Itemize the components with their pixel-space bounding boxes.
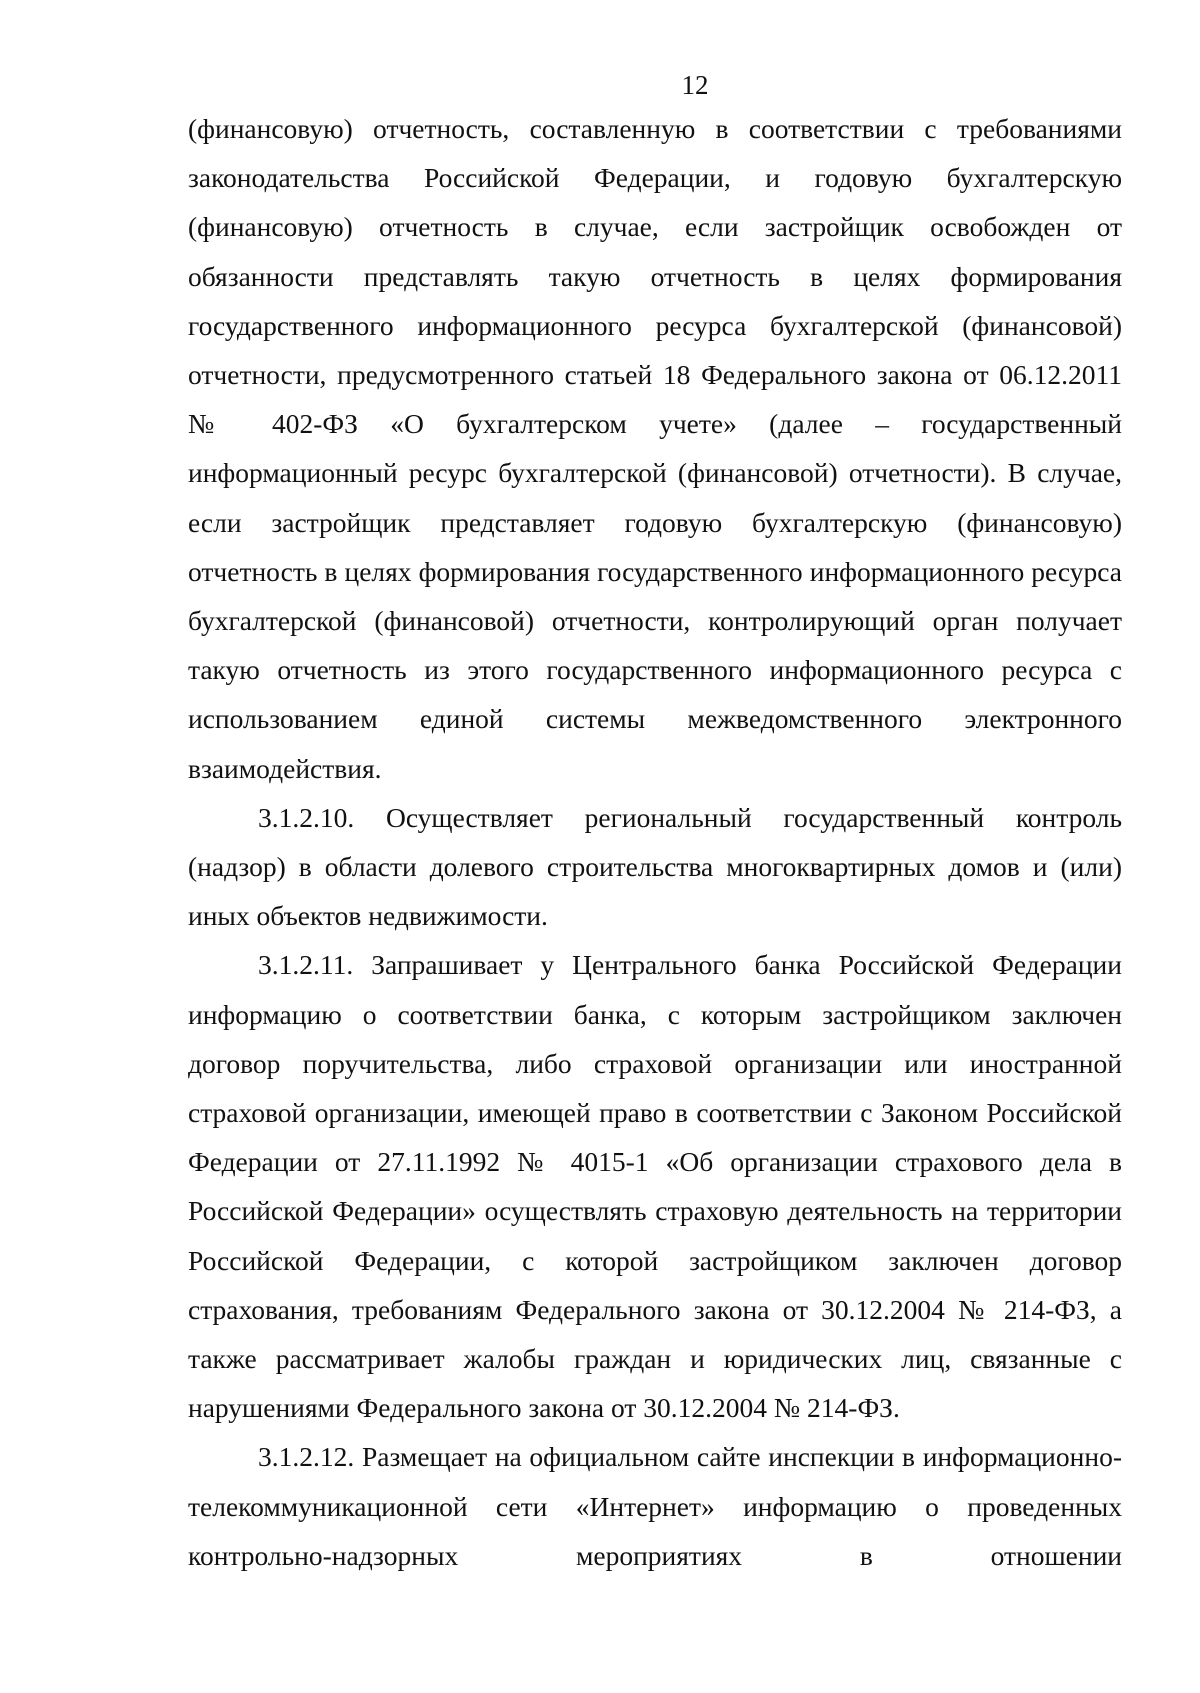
document-body (188, 104, 1122, 1580)
paragraph-3-1-2-12: 3.1.2.12. Размещает на официальном сайте инспекции в информационно-телекоммуникационной сети «Интернет» информацию о проведенных контрольно-надзорных мероприятиях в отношении (188, 1441, 1122, 1571)
page-number: 12 (681, 70, 709, 100)
paragraph-3-1-2-11: 3.1.2.11. Запрашивает у Центрального банка Российской Федерации информацию о соответствии банка, с которым застройщиком заключен договор поручительства, либо страховой организации или иностранной страховой организации, имеющей право в соответствии с Законом Российской Федерации от 27.11.1992 № 4015-1 «Об организации страхового дела в Российской Федерации» осуществлять страховую деятельность на территории Российской Федерации, с которой застройщиком заключен договор страхования, требованиям Федерального закона от 30.12.2004 № 214-ФЗ, а также рассматривает жалобы граждан и юридических лиц, связанные с нарушениями Федерального закона от 30.12.2004 № 214-ФЗ. (188, 949, 1122, 1424)
paragraph-3-1-2-10: 3.1.2.10. Осуществляет региональный государственный контроль (надзор) в области долевого строительства многоквартирных домов и (или) иных объектов недвижимости. (188, 801, 1122, 932)
paragraph-continued: (финансовую) отчетность, составленную в соответствии с требованиями законодательства Российской Федерации, и годовую бухгалтерскую (финансовую) отчетность в случае, если застройщик освобожден от обязанности представлять такую отчетность в целях формирования государственного информационного ресурса бухгалтерской (финансовой) отчетности, предусмотренного статьей 18 Федерального закона от 06.12.2011 № 402-ФЗ «О бухгалтерском учете» (далее – государственный информационный ресурс бухгалтерской (финансовой) отчетности). В случае, если застройщик представляет годовую бухгалтерскую (финансовую) отчетность в целях формирования государственного информационного ресурса бухгалтерской (финансовой) отчетности, контролирующий орган получает такую отчетность из этого государственного информационного ресурса с использованием единой системы межведомственного электронного взаимодействия. (188, 113, 1122, 784)
